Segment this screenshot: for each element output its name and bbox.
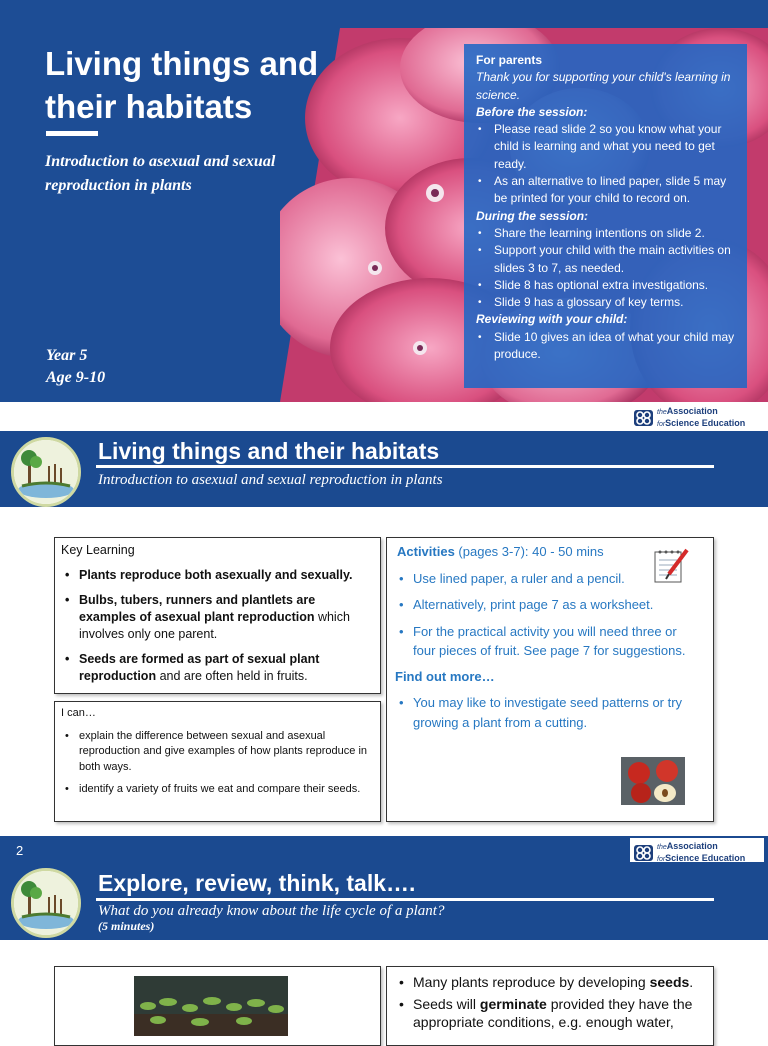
ase-text: theAssociation forScience Education <box>657 406 746 428</box>
seeds-item: • Seeds will germinate provided they have the appropriate conditions, e.g. enough water, <box>395 995 705 1031</box>
during-item: • Slide 9 has a glossary of key terms. <box>476 294 737 311</box>
during-list <box>476 225 737 311</box>
i-can-box <box>54 701 381 822</box>
habitat-logo <box>11 868 81 938</box>
slide-footer <box>0 402 768 428</box>
during-item: • Support your child with the main activities on slides 3 to 7, as needed. <box>476 242 737 277</box>
slide2-title-rule <box>96 465 714 468</box>
year-label: Year 5 <box>46 347 88 364</box>
before-list <box>476 121 737 207</box>
key-learning-item: • Bulbs, tubers, runners and plantlets are examples of asexual plant reproduction which involves only one parent. <box>61 592 374 643</box>
key-learning-item: • Plants reproduce both asexually and sexually. <box>61 567 374 584</box>
reviewing-heading: Reviewing with your child: <box>476 312 628 327</box>
reviewing-list <box>476 329 737 364</box>
key-learning-box <box>54 537 381 694</box>
age-label: Age 9-10 <box>46 369 106 386</box>
seeds-info-box <box>386 966 714 1046</box>
before-item: • As an alternative to lined paper, slide 5 may be printed for your child to record on. <box>476 173 737 208</box>
page-number: 2 <box>16 843 24 858</box>
parents-heading: For parents <box>476 53 543 67</box>
before-item: • Please read slide 2 so you know what your child is learning and what you need to get ready. <box>476 121 737 173</box>
activity-item: • Alternatively, print page 7 as a worksheet. <box>395 595 695 615</box>
i-can-heading: I can… <box>61 707 96 719</box>
slide-title: Living things and their habitats <box>45 45 319 125</box>
activities-heading: Activities (pages 3-7): 40 - 50 mins <box>397 544 604 559</box>
slide3-subtitle: What do you already know about the life cycle of a plant? <box>98 903 445 919</box>
seeds-item: • Many plants reproduce by developing seeds. <box>395 973 705 991</box>
habitat-icon <box>14 440 78 504</box>
year-age-label <box>46 345 105 389</box>
parents-thanks: Thank you for supporting your child's learning in science. <box>476 70 731 102</box>
notepad-pencil-icon <box>651 546 691 586</box>
slide3-title-rule <box>96 898 714 901</box>
find-out-item: • You may like to investigate seed patterns or try growing a plant from a cutting. <box>395 693 705 732</box>
ase-text: theAssociation forScience Education <box>657 841 746 863</box>
key-learning-item: • Seeds are formed as part of sexual plant reproduction and are often held in fruits. <box>61 651 374 685</box>
seedlings-photo <box>134 976 288 1036</box>
activity-item: • For the practical activity you will need three or four pieces of fruit. See page 7 for suggestions. <box>395 622 695 661</box>
activity-item: • Use lined paper, a ruler and a pencil. <box>395 569 695 589</box>
during-heading: During the session: <box>476 208 589 223</box>
slide3-title: Explore, review, think, talk…. <box>98 870 416 896</box>
i-can-item: • identify a variety of fruits we eat and compare their seeds. <box>61 782 374 798</box>
ase-mark-icon <box>634 410 653 426</box>
seeds-list <box>395 973 705 1031</box>
slide3-time: (5 minutes) <box>98 919 155 933</box>
during-item: • Slide 8 has optional extra investigations. <box>476 277 737 294</box>
habitat-icon <box>14 871 78 935</box>
parents-info-box <box>464 44 747 388</box>
title-underline <box>46 131 98 136</box>
during-item: • Share the learning intentions on slide 2. <box>476 225 737 242</box>
i-can-list <box>61 729 374 798</box>
key-learning-list <box>61 567 374 685</box>
find-out-heading: Find out more… <box>395 668 495 684</box>
ase-logo <box>634 406 745 428</box>
activities-list <box>395 569 695 661</box>
footer-logo-panel <box>630 838 764 862</box>
find-out-list <box>395 693 705 732</box>
i-can-item: • explain the difference between sexual and asexual reproduction and give examples of how plants reproduce in both ways. <box>61 729 374 776</box>
title-slide <box>0 0 768 428</box>
ase-logo <box>634 841 745 865</box>
apples-photo <box>621 757 685 805</box>
ase-mark-icon <box>634 845 653 861</box>
slide-subtitle: Introduction to asexual and sexual reproduction in plants <box>45 153 276 194</box>
habitat-logo <box>11 437 81 507</box>
key-learning-heading: Key Learning <box>61 543 135 557</box>
slide2-title: Living things and their habitats <box>98 438 440 464</box>
before-heading: Before the session: <box>476 104 588 119</box>
slide2-subtitle: Introduction to asexual and sexual reproduction in plants <box>98 472 443 488</box>
reviewing-item: • Slide 10 gives an idea of what your child may produce. <box>476 329 737 364</box>
